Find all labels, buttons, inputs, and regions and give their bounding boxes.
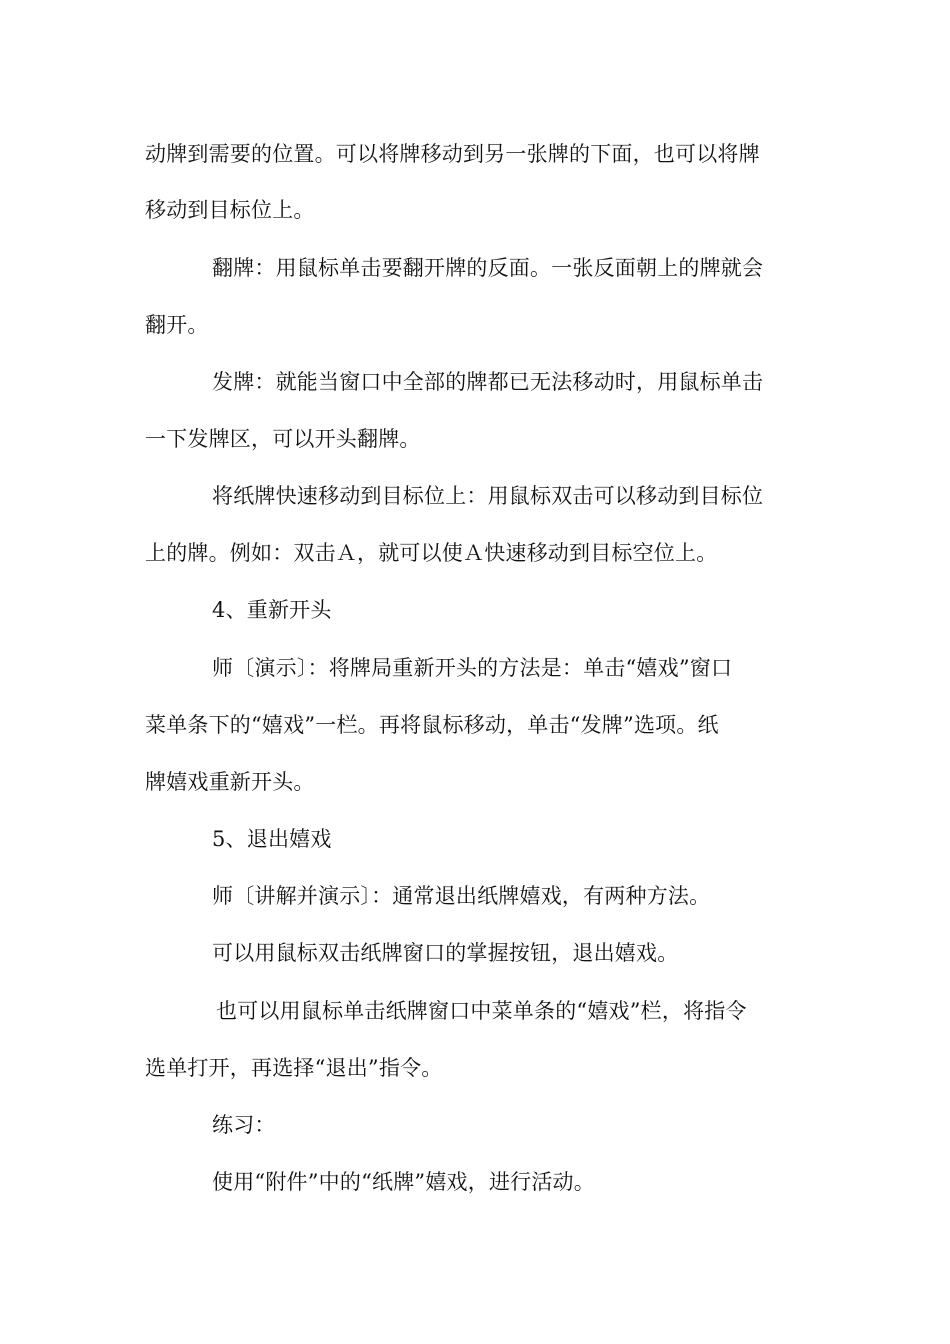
text-line: 一下发牌区，可以开头翻牌。 (145, 427, 421, 451)
section-heading: 4、重新开头 (212, 598, 332, 622)
text-line: 翻开。 (145, 313, 209, 337)
text-line: 可以用鼠标双击纸牌窗口的掌握按钮，退出嬉戏。 (212, 941, 679, 965)
text-line: 师〔演示〕：将牌局重新开头的方法是：单击“嬉戏”窗口 (212, 656, 733, 680)
text-line: 动牌到需要的位置。可以将牌移动到另一张牌的下面，也可以将牌 (145, 142, 760, 166)
text-line: 使用“附件”中的“纸牌”嬉戏，进行活动。 (212, 1170, 595, 1194)
text-line: 翻牌：用鼠标单击要翻开牌的反面。一张反面朝上的牌就会 (212, 256, 764, 280)
section-heading: 5、退出嬉戏 (212, 827, 332, 851)
text-line: 菜单条下的“嬉戏”一栏。再将鼠标移动，单击“发牌”选项。纸 (145, 713, 719, 737)
text-line: 选单打开，再选择“退出”指令。 (145, 1056, 443, 1080)
text-line: 发牌：就能当窗口中全部的牌都已无法移动时，用鼠标单击 (212, 370, 764, 394)
text-line: 将纸牌快速移动到目标位上：用鼠标双击可以移动到目标位 (212, 484, 764, 508)
text-line: 师〔讲解并演示〕：通常退出纸牌嬉戏，有两种方法。 (212, 884, 711, 908)
text-line: 上的牌。例如：双击Ａ，就可以使Ａ快速移动到目标空位上。 (145, 541, 718, 565)
text-line: 牌嬉戏重新开头。 (145, 770, 315, 794)
text-line: 练习： (212, 1113, 276, 1137)
text-line: 移动到目标位上。 (145, 198, 315, 222)
text-line: 也可以用鼠标单击纸牌窗口中菜单条的“嬉戏”栏，将指令 (216, 999, 747, 1023)
